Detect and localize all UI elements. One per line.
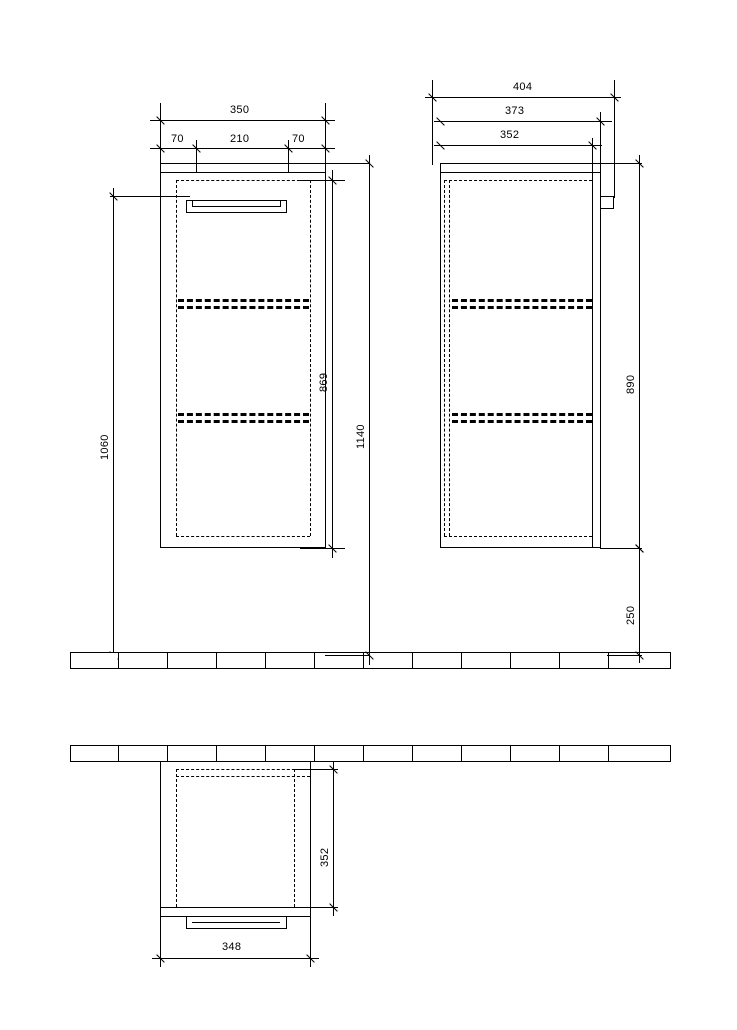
floor-upper-gap-4 <box>399 653 411 668</box>
front-cabinet-top-edge <box>160 163 326 164</box>
floor-lower-gap-1 <box>105 746 117 761</box>
front-dim-label-70-left: 70 <box>171 133 184 145</box>
front-handle-bottom <box>186 212 286 213</box>
side-ext-890-bottom <box>600 548 642 549</box>
plan-hidden-top-2 <box>176 776 310 777</box>
side-dim-line-404 <box>425 97 621 98</box>
front-dim-line-350 <box>150 120 335 121</box>
side-dim-line-373 <box>434 121 612 122</box>
plan-cabinet-left-edge <box>160 761 161 908</box>
front-handle-left <box>186 200 187 213</box>
side-cabinet-bottom-edge <box>440 547 601 548</box>
side-shelf-1-lower <box>452 306 592 309</box>
front-dim-label-1140: 1140 <box>355 424 367 449</box>
front-shelf-1-lower <box>178 306 309 309</box>
front-dim-label-869: 869 <box>318 372 330 392</box>
plan-handle-right <box>286 916 287 929</box>
front-handle-top <box>186 200 286 201</box>
floor-tick-u11 <box>608 652 609 669</box>
plan-hidden-top <box>176 769 310 770</box>
floor-tick-l4 <box>265 745 266 762</box>
front-cabinet-left-edge <box>160 163 161 548</box>
front-dim-label-70-right: 70 <box>292 133 305 145</box>
floor-upper-gap-5 <box>497 653 509 668</box>
floor-tick-u3 <box>216 652 217 669</box>
floor-lower-gap-5 <box>497 746 509 761</box>
front-shelf-1-upper <box>178 299 309 302</box>
side-door-hidden-2 <box>449 180 450 536</box>
side-door-hidden-bottom <box>444 536 592 537</box>
floor-tick-l3 <box>216 745 217 762</box>
front-dim-line-1060 <box>113 188 114 663</box>
side-handle-top <box>600 196 614 197</box>
plan-handle-inner <box>192 922 280 923</box>
floor-tick-u4 <box>265 652 266 669</box>
side-dim-label-373: 373 <box>505 105 525 117</box>
side-dim-label-404: 404 <box>513 81 533 93</box>
side-dim-label-250: 250 <box>625 605 637 625</box>
floor-tick-u9 <box>510 652 511 669</box>
floor-tick-l5 <box>314 745 315 762</box>
plan-dim-label-348: 348 <box>222 941 242 953</box>
side-shelf-2-lower <box>452 420 592 423</box>
side-dim-label-890: 890 <box>625 374 637 394</box>
plan-cabinet-right-edge <box>310 761 311 908</box>
front-dim-line-subdivisions <box>150 148 335 149</box>
floor-upper-gap-2 <box>203 653 215 668</box>
front-shelf-2-upper <box>178 413 309 416</box>
front-handle-inner-line <box>192 206 280 207</box>
floor-line-upper-bottom <box>70 668 670 669</box>
floor-tick-u8 <box>461 652 462 669</box>
side-cabinet-right-edge <box>600 163 601 548</box>
front-sub-ext-1 <box>196 140 197 172</box>
front-ext-1140-top <box>325 163 370 164</box>
front-dim-line-869 <box>332 170 333 558</box>
front-handle-inner-left <box>192 200 193 207</box>
floor-upper-gap-1 <box>105 653 117 668</box>
floor-tick-u2 <box>167 652 168 669</box>
floor-lower-gap-6 <box>595 746 607 761</box>
side-cabinet-inner-face <box>592 172 593 548</box>
front-dim-label-350: 350 <box>230 104 250 116</box>
plan-dim-label-352: 352 <box>319 847 331 867</box>
floor-tick-l9 <box>510 745 511 762</box>
front-dim-label-210: 210 <box>230 133 250 145</box>
floor-tick-u10 <box>559 652 560 669</box>
floor-line-upper-left-cap <box>70 652 71 669</box>
front-door-hidden-bottom <box>176 536 310 537</box>
side-shelf-2-upper <box>452 413 592 416</box>
floor-tick-u5 <box>314 652 315 669</box>
plan-handle-bottom <box>186 928 286 929</box>
floor-tick-l11 <box>608 745 609 762</box>
side-cabinet-left-edge <box>440 163 441 548</box>
floor-lower-gap-2 <box>203 746 215 761</box>
plan-handle-left <box>186 916 187 929</box>
front-door-hidden-right <box>310 180 311 536</box>
front-dim-label-1060: 1060 <box>99 434 111 460</box>
floor-upper-gap-3 <box>301 653 313 668</box>
floor-lower-gap-3 <box>301 746 313 761</box>
floor-lower-gap-4 <box>399 746 411 761</box>
floor-line-lower-left-cap <box>70 745 71 762</box>
plan-ext-352-bottom <box>294 907 338 908</box>
front-ext-1060-top <box>110 196 190 197</box>
front-door-hidden-top <box>176 180 310 181</box>
front-handle-inner-right <box>280 200 281 207</box>
front-ext-line-left <box>160 103 161 163</box>
floor-upper-gap-6 <box>595 653 607 668</box>
side-door-hidden-1 <box>444 180 445 536</box>
plan-cabinet-bottom-edge <box>160 907 311 908</box>
side-dim-line-890 <box>639 155 640 555</box>
side-cabinet-top-edge <box>440 163 601 164</box>
front-handle-right <box>286 200 287 213</box>
plan-dim-line-352 <box>333 761 334 916</box>
plan-dim-line-348 <box>152 958 319 959</box>
front-ext-869-top <box>300 180 345 181</box>
front-shelf-2-lower <box>178 420 309 423</box>
floor-line-lower-right-cap <box>670 745 671 762</box>
floor-line-upper-right-cap <box>670 652 671 669</box>
side-ext-890-top <box>592 163 642 164</box>
side-dim-label-352: 352 <box>500 129 520 141</box>
front-ext-869-bottom <box>300 548 345 549</box>
front-door-hidden-left <box>176 180 177 536</box>
side-cabinet-top-inner-edge <box>440 172 601 173</box>
plan-hidden-right <box>294 769 295 907</box>
side-dim-line-352 <box>434 145 602 146</box>
front-sub-ext-2 <box>288 140 289 172</box>
side-shelf-1-upper <box>452 299 592 302</box>
front-cabinet-top-inner-edge <box>160 172 326 173</box>
floor-tick-u7 <box>412 652 413 669</box>
side-door-hidden-top <box>444 180 592 181</box>
floor-tick-l1 <box>118 745 119 762</box>
floor-line-upper-top <box>70 652 670 653</box>
plan-ext-352-top <box>294 769 338 770</box>
floor-line-lower-top <box>70 745 670 746</box>
side-ext-404-left <box>432 80 433 165</box>
floor-tick-l6 <box>363 745 364 762</box>
floor-tick-l7 <box>412 745 413 762</box>
floor-tick-l8 <box>461 745 462 762</box>
front-ext-line-right <box>325 103 326 163</box>
side-dim-line-250 <box>639 548 640 663</box>
floor-tick-u1 <box>118 652 119 669</box>
floor-tick-l10 <box>559 745 560 762</box>
side-handle-bottom <box>600 208 614 209</box>
floor-tick-u6 <box>363 652 364 669</box>
plan-handle-top <box>186 916 286 917</box>
floor-tick-l2 <box>167 745 168 762</box>
front-dim-line-1140 <box>369 155 370 665</box>
plan-hidden-left <box>176 769 177 907</box>
front-cabinet-right-edge <box>325 163 326 548</box>
